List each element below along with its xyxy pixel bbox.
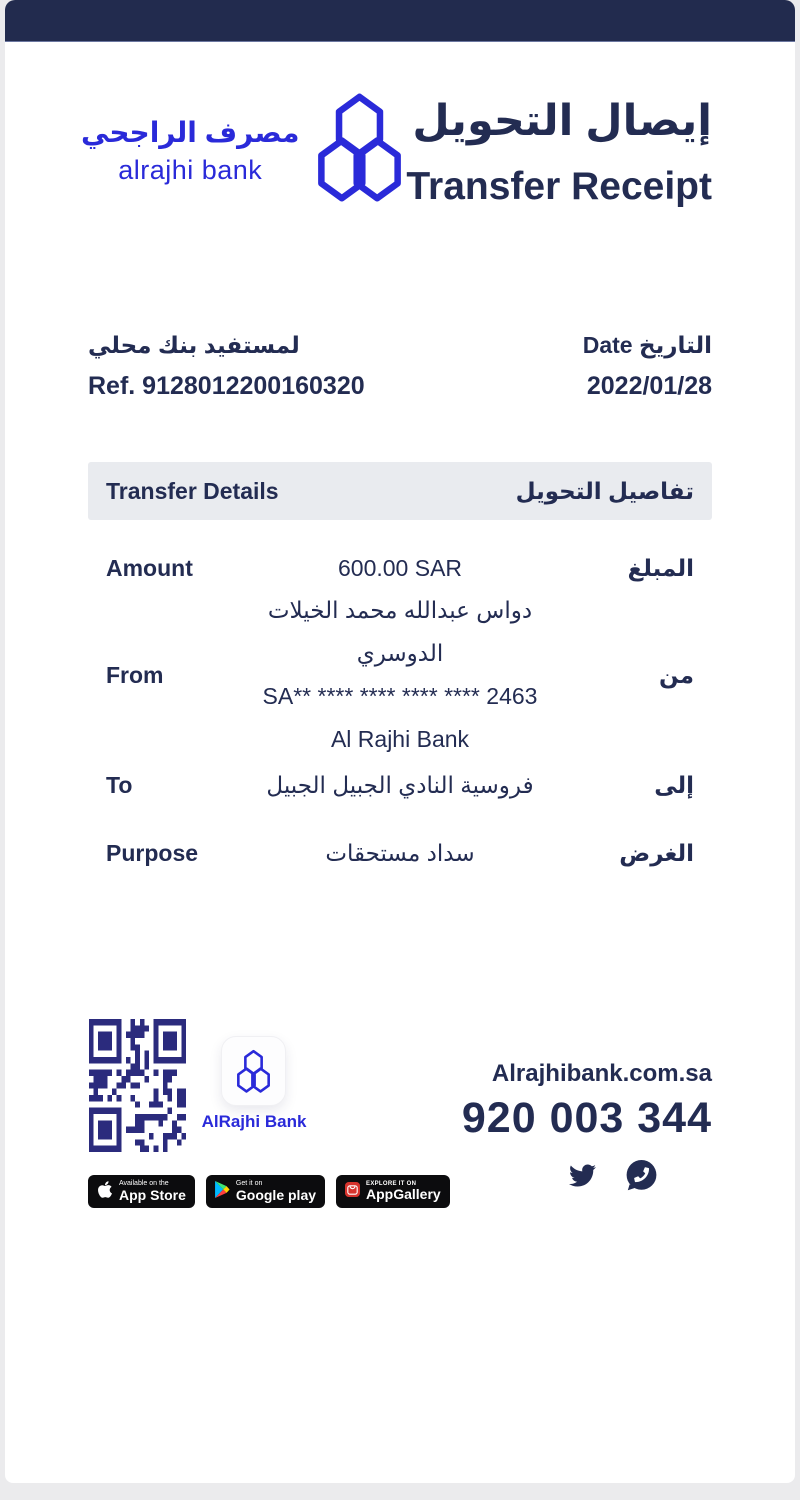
google-play-icon [215,1181,230,1203]
purpose-label-arabic: الغرض [619,839,694,866]
beneficiary-note: لمستفيد بنك محلي [88,332,300,358]
apple-icon [97,1180,113,1204]
receipt-title-english: Transfer Receipt [406,165,712,209]
amount-label-arabic: المبلغ [627,554,694,581]
alrajhi-trefoil-icon [313,92,406,209]
appgallery-badge[interactable] [336,1175,450,1208]
date-value: 2022/01/28 [586,372,712,400]
receipt-title-arabic: إيصال التحويل [412,97,712,145]
date-block [583,332,712,401]
app-name-label: AlRajhi Bank [201,1112,307,1131]
appgallery-badge-tagline: EXPLORE IT ON [366,1180,417,1187]
date-label: التاريخ Date [582,332,712,358]
bank-logo [81,92,406,209]
amount-value: 600.00 SAR [337,554,463,581]
receipt-title [406,98,712,209]
google-play-badge[interactable] [206,1175,325,1208]
transfer-details-title-arabic: تفاصيل التحويل [515,477,694,504]
top-bar [5,0,795,42]
to-label-english: To [106,771,133,798]
from-label-arabic: من [659,661,694,688]
sender-account-masked: SA** **** **** **** **** 2463 [262,683,538,709]
app-store-badge[interactable] [88,1175,195,1208]
to-label-arabic: إلى [654,771,694,798]
appgallery-icon [345,1182,360,1202]
receipt-page [5,0,795,1483]
from-value [248,589,552,761]
website-link[interactable]: Alrajhibank.com.sa [491,1060,712,1087]
purpose-value: سداد مستحقات [325,839,475,866]
store-badges [88,1175,450,1208]
from-row [88,597,712,752]
transfer-details-title-english: Transfer Details [106,477,279,504]
to-value: فروسية النادي الجبيل الجبيل [266,771,534,798]
to-row [88,765,712,805]
social-icons [512,1159,712,1197]
google-play-badge-name: Google play [235,1186,317,1203]
appgallery-badge-name: AppGallery [366,1186,441,1203]
twitter-icon[interactable] [567,1162,598,1194]
reference-number: Ref. 9128012200160320 [88,372,365,400]
app-store-badge-name: App Store [119,1186,186,1203]
purpose-label-english: Purpose [106,839,199,866]
sender-bank: Al Rajhi Bank [330,726,470,752]
contact-block [462,1060,712,1197]
from-label-english: From [106,661,164,688]
sender-name: دواس عبدالله محمد الخيلات الدوسري [267,597,533,666]
qr-code [89,1019,186,1152]
bank-logo-arabic: مصرف الراجحي [81,116,300,148]
google-play-badge-tagline: Get it on [235,1179,263,1187]
bank-logo-english: alrajhi bank [118,154,263,185]
amount-row [88,548,712,588]
beneficiary-and-reference [88,332,365,401]
app-icon [221,1036,286,1106]
whatsapp-icon[interactable] [626,1159,657,1197]
transfer-details-header [88,462,712,520]
app-store-badge-tagline: Available on the [119,1179,169,1187]
amount-label-english: Amount [106,554,193,581]
phone-number: 920 003 344 [461,1094,712,1142]
purpose-row [88,833,712,873]
